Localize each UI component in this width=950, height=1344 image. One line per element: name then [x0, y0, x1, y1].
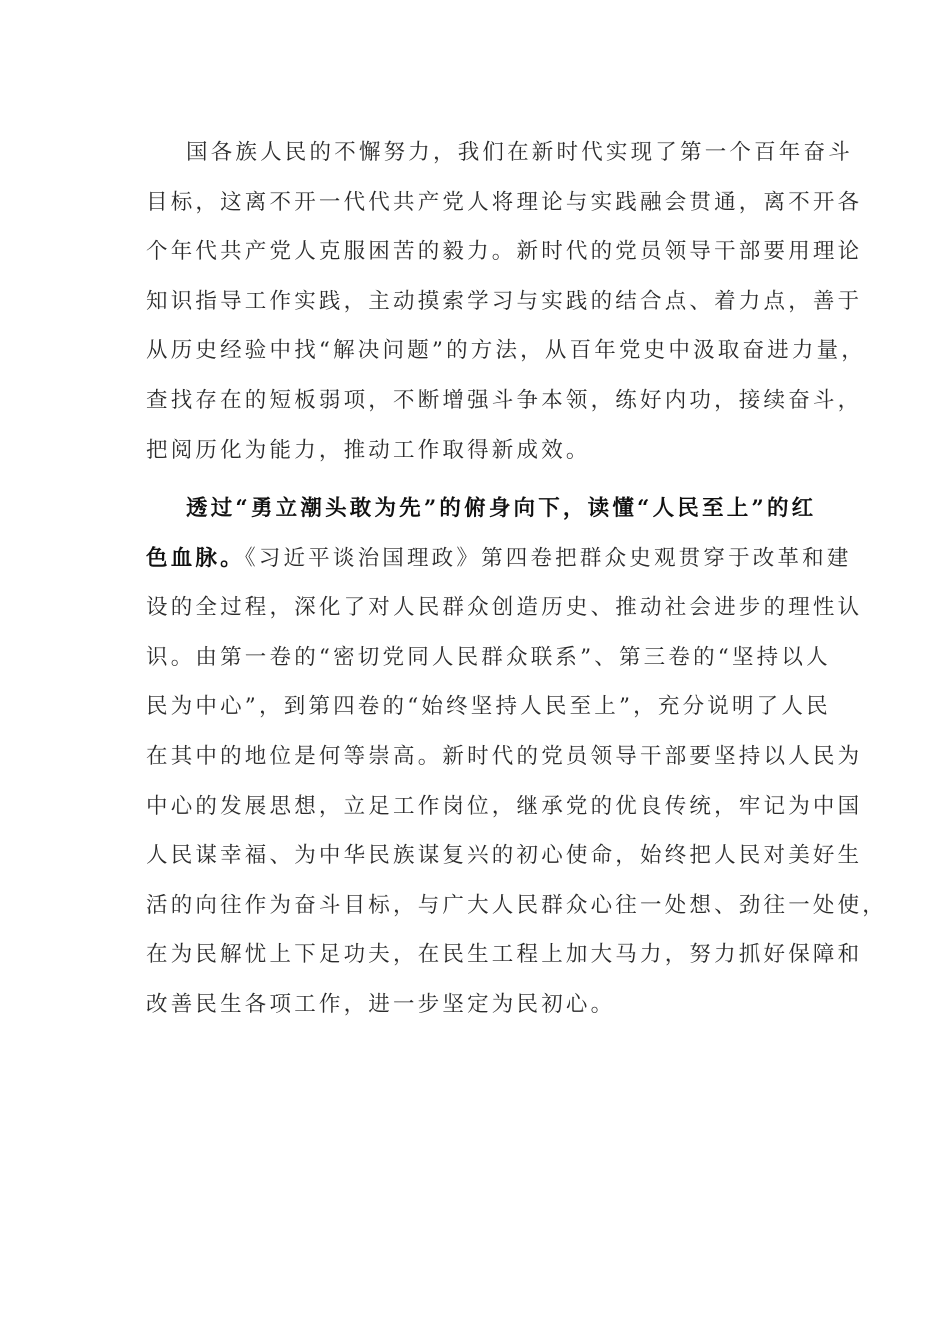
- paragraph-line: 改善民生各项工作，进一步坚定为民初心。: [146, 991, 616, 1017]
- paragraph-line: 人民谋幸福、为中华民族谋复兴的初心使命，始终把人民对美好生: [146, 843, 863, 869]
- paragraph-line: 从历史经验中找“解决问题”的方法，从百年党史中汲取奋进力量，: [146, 338, 866, 364]
- section-heading: 透过“勇立潮头敢为先”的俯身向下，读懂“人民至上”的红: [186, 496, 817, 521]
- paragraph-line: 设的全过程，深化了对人民群众创造历史、推动社会进步的理性认: [146, 595, 863, 621]
- paragraph-line: 民为中心”，到第四卷的“始终坚持人民至上”，充分说明了人民: [146, 694, 831, 720]
- paragraph-line: 中心的发展思想，立足工作岗位，继承党的优良传统，牢记为中国: [146, 793, 863, 819]
- paragraph-line: 个年代共产党人克服困苦的毅力。新时代的党员领导干部要用理论: [146, 239, 863, 265]
- paragraph-text: 《习近平谈治国理政》第四卷把群众史观贯穿于改革和建: [244, 545, 852, 571]
- paragraph-line: 把阅历化为能力，推动工作取得新成效。: [146, 437, 591, 463]
- paragraph-line: 在其中的地位是何等崇高。新时代的党员领导干部要坚持以人民为: [146, 743, 863, 769]
- paragraph-line: 活的向往作为奋斗目标，与广大人民群众心往一处想、劲往一处使，: [146, 892, 888, 918]
- paragraph-line: 在为民解忧上下足功夫，在民生工程上加大马力，努力抓好保障和: [146, 942, 863, 968]
- paragraph-line: 识。由第一卷的“密切党同人民群众联系”、第三卷的“坚持以人: [146, 644, 831, 670]
- paragraph-2: [146, 484, 888, 1030]
- paragraph-line: [146, 534, 852, 584]
- section-heading-end: 色血脉。: [146, 545, 245, 571]
- paragraph-line: 国各族人民的不懈努力，我们在新时代实现了第一个百年奋斗: [186, 140, 853, 165]
- paragraph-1: [146, 128, 866, 475]
- paragraph-line: 目标，这离不开一代代共产党人将理论与实践融会贯通，离不开各: [146, 189, 863, 215]
- paragraph-line: 查找存在的短板弱项，不断增强斗争本领，练好内功，接续奋斗，: [146, 387, 863, 413]
- paragraph-line: 知识指导工作实践，主动摸索学习与实践的结合点、着力点，善于: [146, 288, 863, 314]
